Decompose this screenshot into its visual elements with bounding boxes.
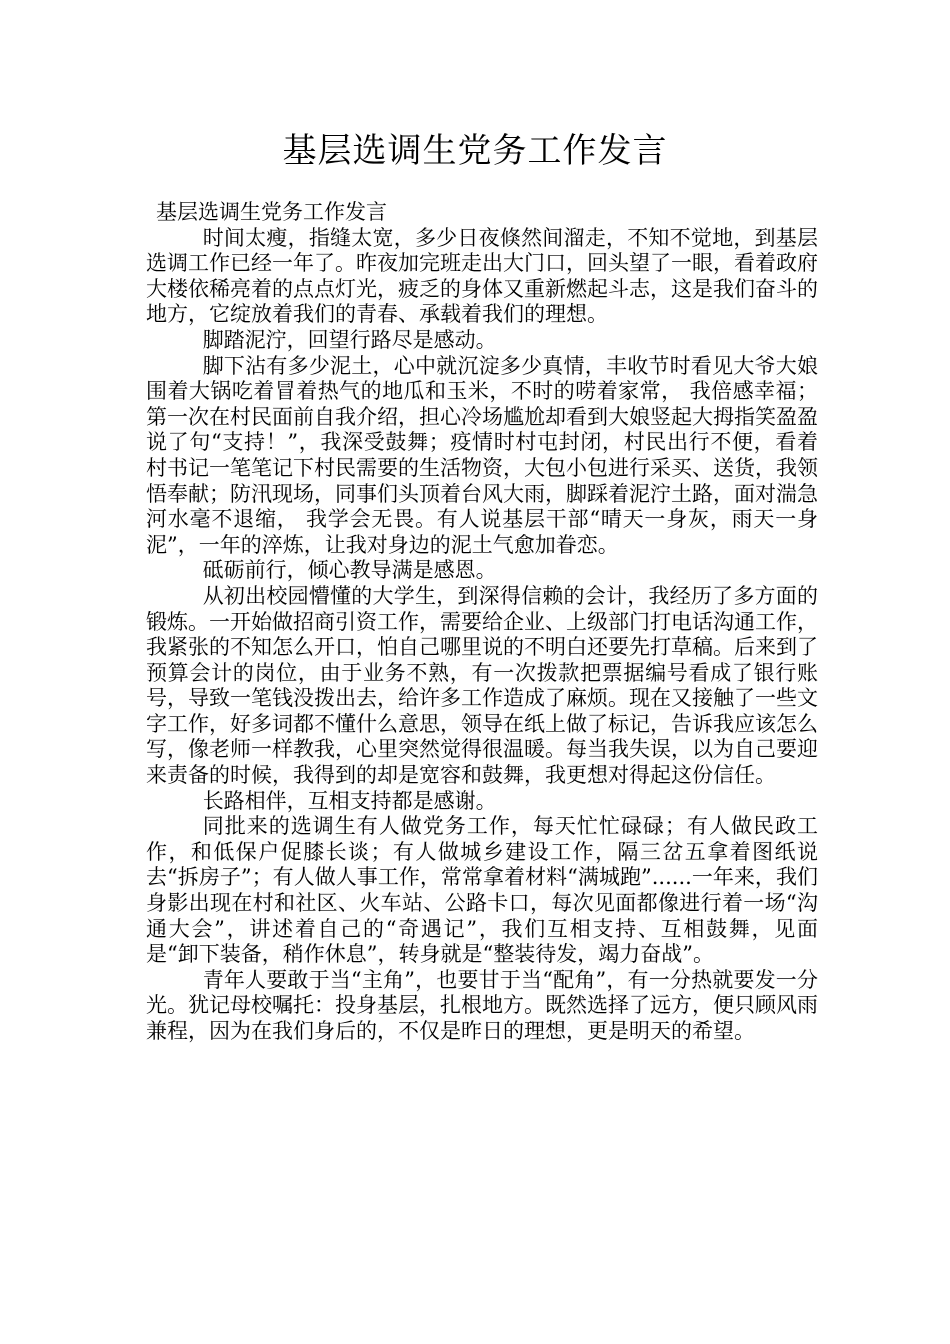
paragraph-colleagues: 同批来的选调生有人做党务工作，每天忙忙碌碌；有人做民政工作，和低保户促膝长谈；有人做城乡建设工作，隔三岔五拿着图纸说去“拆房子”；有人做人事工作，常常拿着材料“满城跑”......一年来，我们身影出现在村和社区、火车站、公路卡口，每次见面都像进行着一场“沟通大会”，讲述着自己的“奇遇记”，我们互相支持、互相鼓舞，见面是“卸下装备，稍作休息”，转身就是“整装待发，竭力奋战”。 [146, 814, 818, 967]
paragraph-grassroots-experience: 脚下沾有多少泥土，心中就沉淀多少真情，丰收节时看见大爷大娘围着大锅吃着冒着热气的地瓜和玉米，不时的唠着家常， 我倍感幸福；第一次在村民面前自我介绍，担心冷场尴尬却看到大娘竖起大拇指笑盈盈说了句“支持！”，我深受鼓舞；疫情时村屯封闭，村民出行不便，看着村书记一笔笔记下村民需要的生活物资，大包小包进行采买、送货，我领悟奉献；防汛现场，同事们头顶着台风大雨，脚踩着泥泞土路，面对湍急河水毫不退缩， 我学会无畏。有人说基层干部“晴天一身灰，雨天一身泥”，一年的淬炼，让我对身边的泥土气愈加眷恋。 [146, 353, 818, 557]
document-body [146, 200, 818, 1045]
section-heading-gratitude-support: 长路相伴，互相支持都是感谢。 [202, 788, 497, 813]
paragraph-closing: 青年人要敢于当“主角”，也要甘于当“配角”，有一分热就要发一分光。犹记母校嘱托：投身基层，扎根地方。既然选择了远方，便只顾风雨兼程，因为在我们身后的，不仅是昨日的理想，更是明天的希望。 [146, 967, 818, 1043]
paragraph-opening: 时间太瘦，指缝太宽，多少日夜倏然间溜走，不知不觉地，到基层选调工作已经一年了。昨夜加完班走出大门口，回头望了一眼，看着政府大楼依稀亮着的点点灯光，疲乏的身体又重新燃起斗志，这是我们奋斗的地方，它绽放着我们的青春、承载着我们的理想。 [146, 225, 818, 327]
document-title: 基层选调生党务工作发言 [282, 131, 668, 171]
document-subtitle: 基层选调生党务工作发言 [156, 200, 387, 224]
section-heading-gratitude-guidance: 砥砺前行，倾心教导满是感恩。 [202, 558, 497, 583]
section-heading-gratitude-moved: 脚踏泥泞，回望行路尽是感动。 [202, 327, 497, 352]
paragraph-work-growth: 从初出校园懵懂的大学生，到深得信赖的会计，我经历了多方面的锻炼。一开始做招商引资工作，需要给企业、上级部门打电话沟通工作，我紧张的不知怎么开口，怕自己哪里说的不明白还要先打草稿。后来到了预算会计的岗位，由于业务不熟，有一次拨款把票据编号看成了银行账号，导致一笔钱没拨出去，给许多工作造成了麻烦。现在又接触了一些文字工作，好多词都不懂什么意思，领导在纸上做了标记，告诉我应该怎么写，像老师一样教我，心里突然觉得很温暖。每当我失误，以为自己要迎来责备的时候，我得到的却是宽容和鼓舞，我更想对得起这份信任。 [146, 583, 818, 788]
